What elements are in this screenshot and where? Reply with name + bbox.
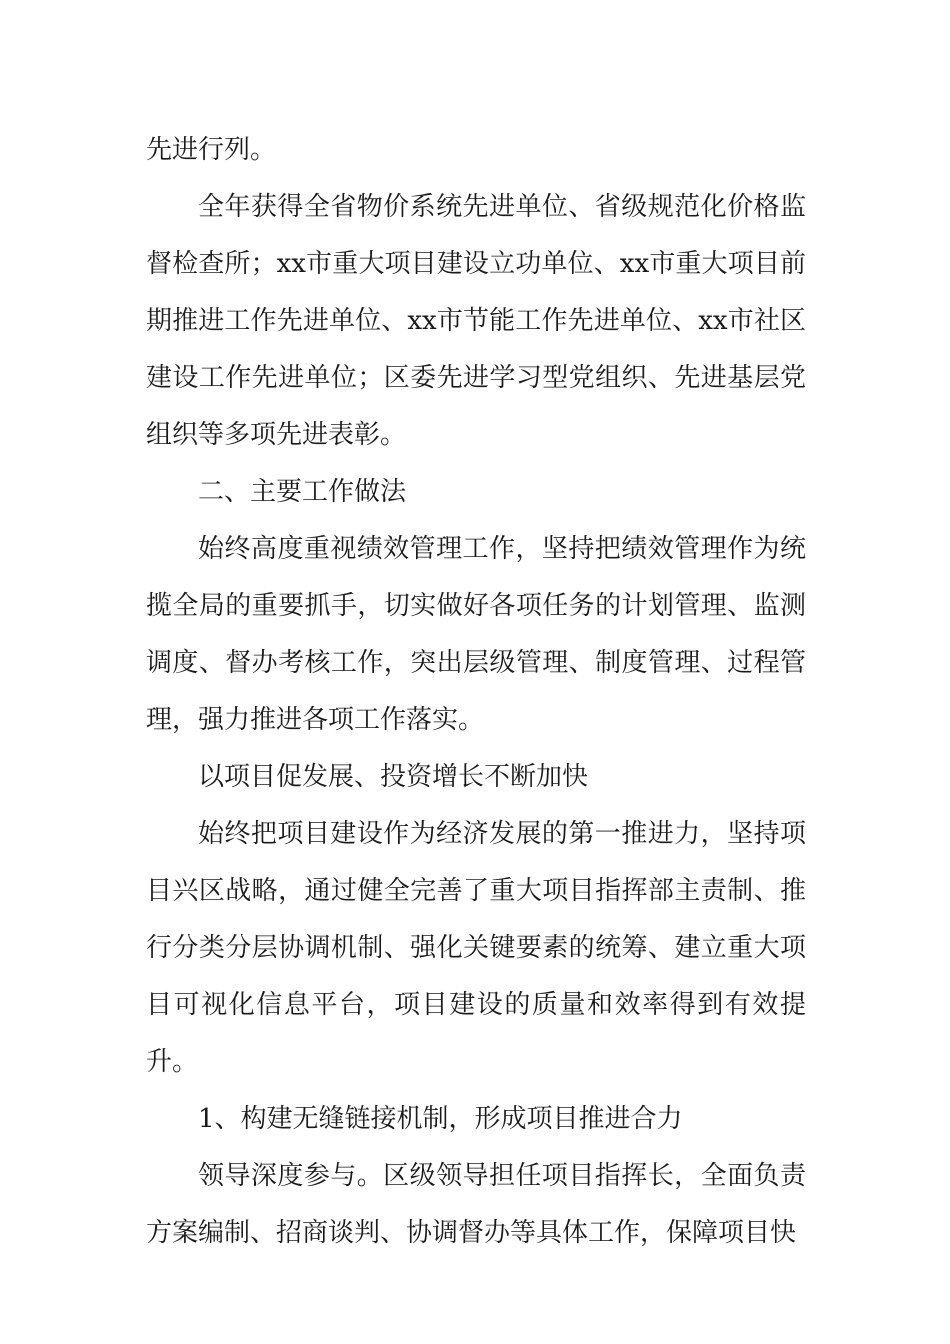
section-heading-main-practices: 二、主要工作做法 xyxy=(198,477,407,507)
paragraph-continuation: 先进行列。 xyxy=(146,135,277,165)
subheading-project-development: 以项目促发展、投资增长不断加快 xyxy=(198,762,589,792)
paragraph-performance-management: 始终高度重视绩效管理工作，坚持把绩效管理作为统揽全局的重要抓手，切实做好各项任务的计划管理、监测调度、督办考核工作，突出层级管理、制度管理、过程管理，强力推进各项工作落实。 xyxy=(146,534,806,735)
paragraph-leadership: 领导深度参与。区级领导担任项目指挥长，全面负责方案编制、招商谈判、协调督办等具体工作，保障项目快 xyxy=(146,1161,806,1248)
subheading-seamless-mechanism: 1、构建无缝链接机制，形成项目推进合力 xyxy=(198,1104,683,1134)
document-body xyxy=(146,122,806,1262)
paragraph-project-construction: 始终把项目建设作为经济发展的第一推进力，坚持项目兴区战略，通过健全完善了重大项目指挥部主责制、推行分类分层协调机制、强化关键要素的统筹、建立重大项目可视化信息平台，项目建设的质量和效率得到有效提升。 xyxy=(146,819,806,1077)
paragraph-honors: 全年获得全省物价系统先进单位、省级规范化价格监督检查所；xx市重大项目建设立功单位、xx市重大项目前期推进工作先进单位、xx市节能工作先进单位、xx市社区建设工作先进单位；区委先进学习型党组织、先进基层党组织等多项先进表彰。 xyxy=(146,192,806,450)
